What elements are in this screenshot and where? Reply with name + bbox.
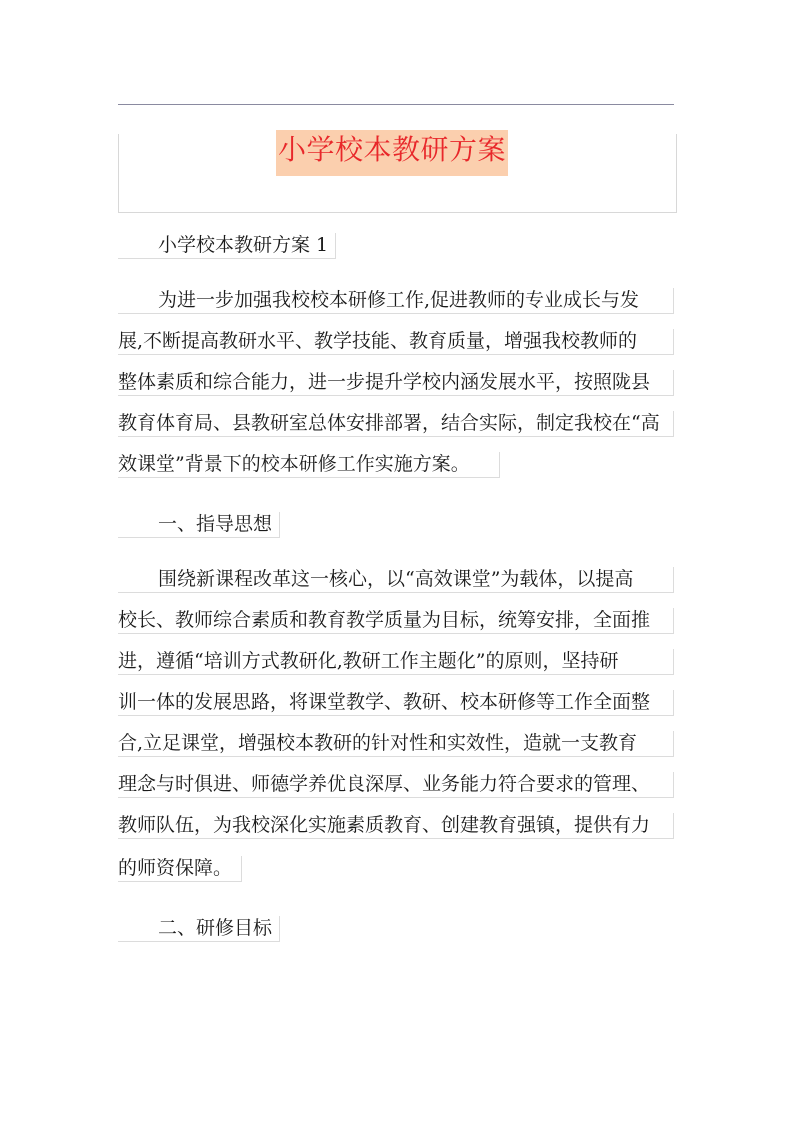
intro-line-2: 展,不断提高教研水平、教学技能、教育质量，增强我校教师的 — [118, 329, 674, 355]
section-1-line-6: 理念与时俱进、师德学养优良深厚、业务能力符合要求的管理、 — [118, 772, 674, 798]
section-1-line-1: 围绕新课程改革这一核心，以“高效课堂”为载体，以提高 — [118, 567, 674, 593]
section-1-line-2: 校长、教师综合素质和教育教学质量为目标，统筹安排，全面推 — [118, 608, 674, 634]
section-1-line-7: 教师队伍，为我校深化实施素质教育、创建教育强镇，提供有力 — [118, 813, 674, 839]
document-title: 小学校本教研方案 — [276, 130, 508, 176]
section-1-line-3: 进，遵循“培训方式教研化,教研工作主题化”的原则，坚持研 — [118, 649, 674, 675]
intro-line-4: 教育体育局、县教研室总体安排部署，结合实际，制定我校在“高 — [118, 411, 674, 437]
intro-line-1: 为进一步加强我校校本研修工作,促进教师的专业成长与发 — [118, 288, 674, 314]
section-1-line-4: 训一体的发展思路，将课堂教学、教研、校本研修等工作全面整 — [118, 690, 674, 716]
document-subtitle: 小学校本教研方案 1 — [118, 233, 336, 259]
header-rule — [118, 104, 674, 105]
section-1-line-5: 合,立足课堂，增强校本教研的针对性和实效性，造就一支教育 — [118, 731, 674, 757]
intro-line-3: 整体素质和综合能力，进一步提升学校内涵发展水平，按照陇县 — [118, 370, 674, 396]
section-2-heading: 二、研修目标 — [118, 916, 280, 942]
section-1-line-8: 的师资保障。 — [118, 856, 242, 882]
intro-line-5: 效课堂”背景下的校本研修工作实施方案。 — [118, 452, 500, 478]
section-1-heading: 一、指导思想 — [118, 512, 280, 538]
